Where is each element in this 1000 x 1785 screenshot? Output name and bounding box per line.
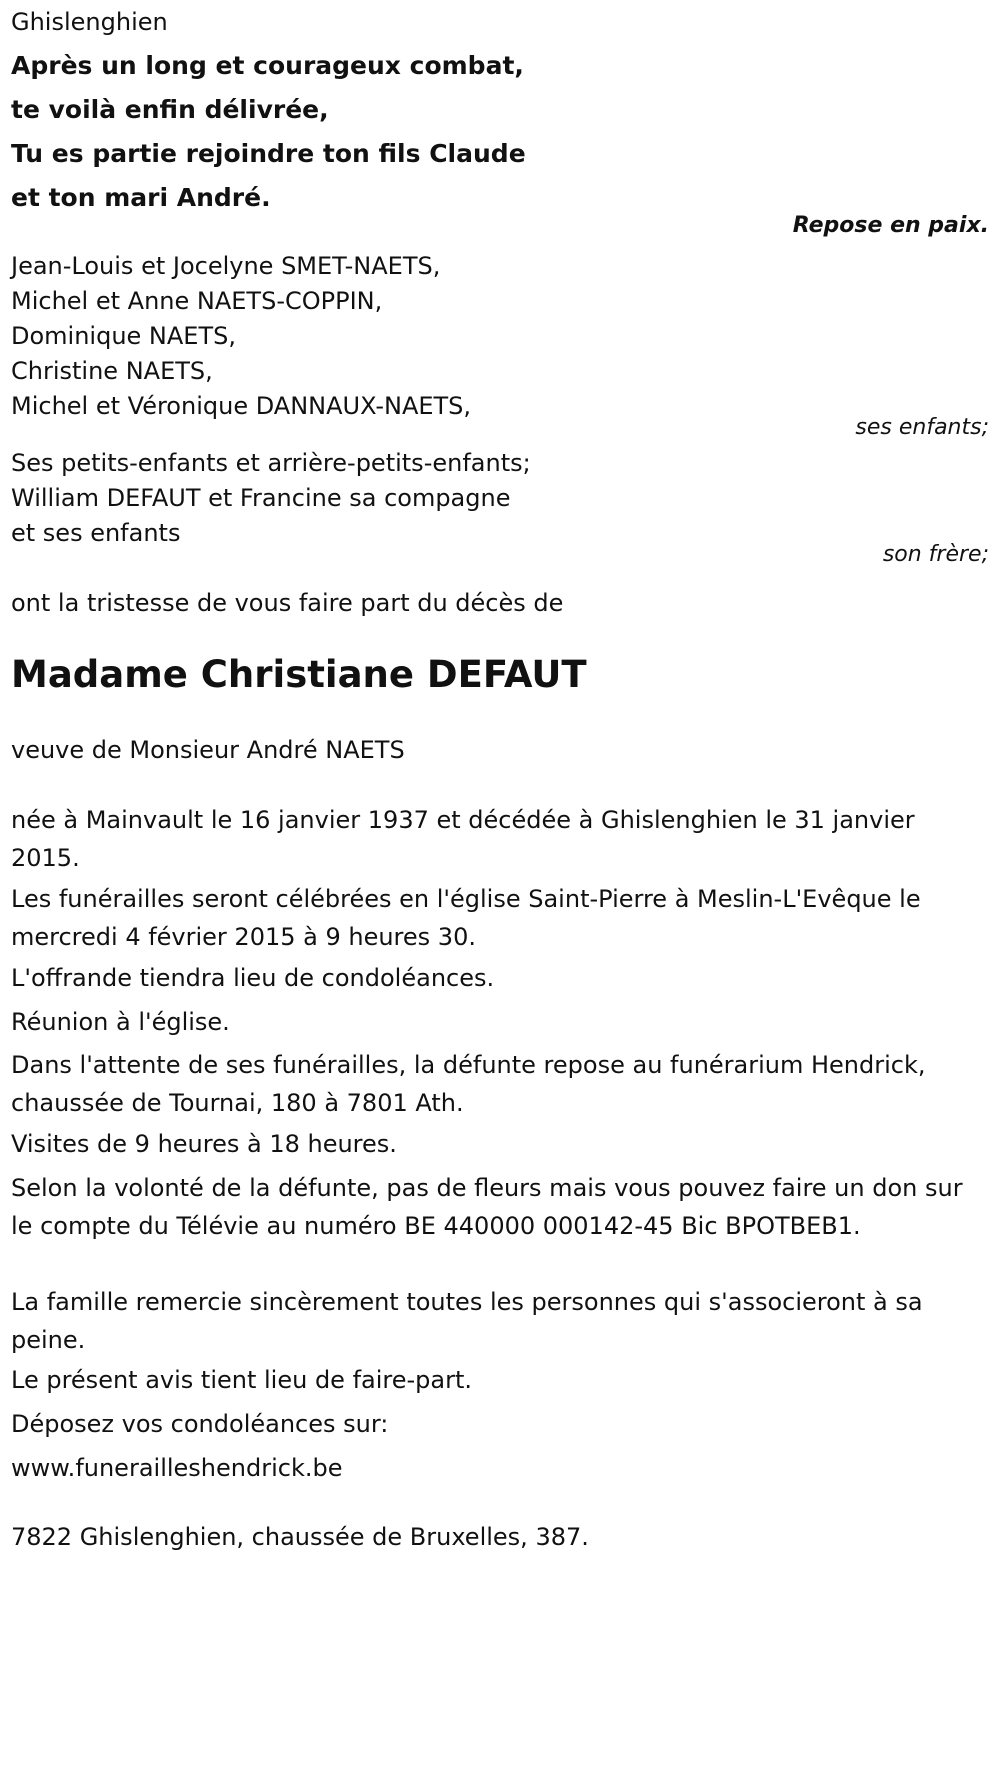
poem-line-1: Après un long et courageux combat, (11, 51, 524, 80)
poem-line-2: te voilà enfin délivrée, (11, 95, 329, 124)
widow-of: veuve de Monsieur André NAETS (11, 736, 405, 764)
poem-line-4: et ton mari André. (11, 183, 271, 212)
poem-line-3: Tu es partie rejoindre ton fils Claude (11, 139, 526, 168)
child-name-2: Michel et Anne NAETS-COPPIN, (11, 287, 383, 315)
detail-meeting: Réunion à l'église. (11, 1008, 230, 1036)
deceased-name: Madame Christiane DEFAUT (11, 653, 587, 696)
detail-condolences: Déposez vos condoléances sur: (11, 1410, 389, 1438)
announcement: ont la tristesse de vous faire part du décès de (11, 589, 564, 617)
detail-funerarium: Dans l'attente de ses funérailles, la défunte repose au funérarium Hendrick, chaussée de Tournai, 180 à 7801 Ath. (11, 1051, 926, 1117)
detail-funeral: Les funérailles seront célébrées en l'église Saint-Pierre à Meslin-L'Evêque le mercredi 4 février 2015 à 9 heures 30. (11, 885, 921, 951)
other-name-1: Ses petits-enfants et arrière-petits-enfants; (11, 449, 531, 477)
detail-offering: L'offrande tiendra lieu de condoléances. (11, 964, 495, 992)
other-name-2: William DEFAUT et Francine sa compagne (11, 484, 511, 512)
header-place: Ghislenghien (11, 8, 168, 36)
children-relation: ses enfants; (855, 415, 989, 440)
child-name-3: Dominique NAETS, (11, 322, 236, 350)
child-name-4: Christine NAETS, (11, 357, 213, 385)
detail-thanks: La famille remercie sincèrement toutes les personnes qui s'associeront à sa peine. (11, 1288, 923, 1354)
condolences-website: www.funerailleshendrick.be (11, 1454, 343, 1482)
detail-visits: Visites de 9 heures à 18 heures. (11, 1130, 397, 1158)
address: 7822 Ghislenghien, chaussée de Bruxelles, 387. (11, 1523, 589, 1551)
detail-donation: Selon la volonté de la défunte, pas de fleurs mais vous pouvez faire un don sur le compte du Télévie au numéro BE 440000 000142-45 Bic BPOTBEB1. (11, 1174, 963, 1240)
detail-birth-death: née à Mainvault le 16 janvier 1937 et décédée à Ghislenghien le 31 janvier 2015. (11, 806, 915, 872)
other-name-3: et ses enfants (11, 519, 181, 547)
child-name-1: Jean-Louis et Jocelyne SMET-NAETS, (11, 252, 441, 280)
child-name-5: Michel et Véronique DANNAUX-NAETS, (11, 392, 472, 420)
others-relation: son frère; (882, 542, 989, 567)
poem-closing: Repose en paix. (792, 213, 989, 238)
detail-notice: Le présent avis tient lieu de faire-part. (11, 1366, 473, 1394)
